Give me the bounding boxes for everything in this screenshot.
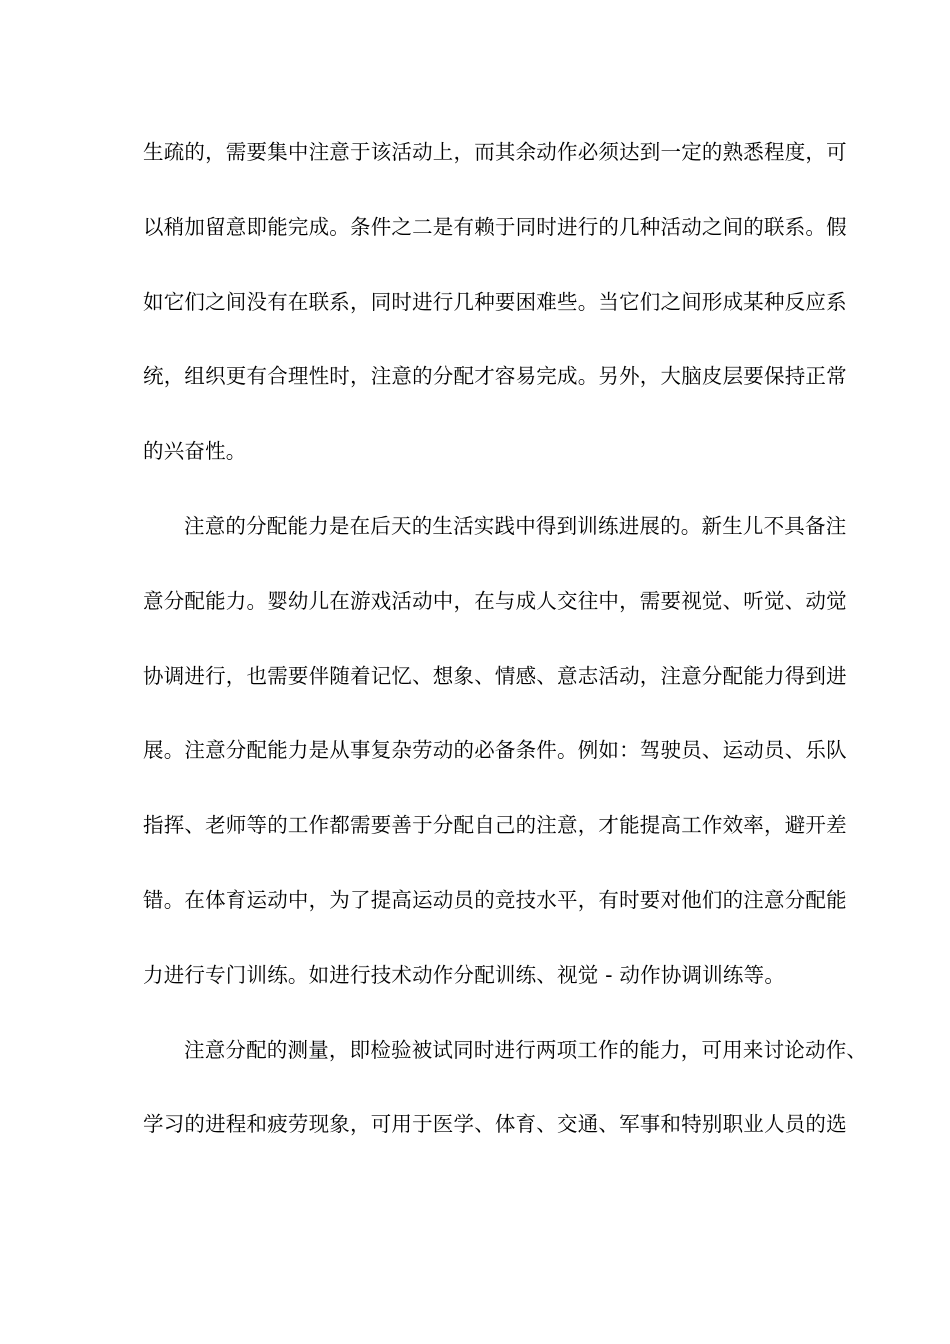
text-line: 如它们之间没有在联系，同时进行几种要困难些。当它们之间形成某种反应系	[143, 289, 847, 314]
paragraph-first-line: 注意分配的测量，即检验被试同时进行两项工作的能力，可用来讨论动作、	[184, 1037, 868, 1062]
text-line: 指挥、老师等的工作都需要善于分配自己的注意，才能提高工作效率，避开差	[143, 813, 847, 838]
text-line: 学习的进程和疲劳现象，可用于医学、体育、交通、军事和特别职业人员的选	[143, 1112, 847, 1137]
text-line: 生疏的，需要集中注意于该活动上，而其余动作必须达到一定的熟悉程度，可	[143, 140, 847, 164]
paragraph-first-line: 注意的分配能力是在后天的生活实践中得到训练进展的。新生儿不具备注	[184, 513, 847, 538]
body-text	[143, 126, 868, 1173]
text-line: 的兴奋性。	[143, 439, 247, 464]
text-line: 统，组织更有合理性时，注意的分配才容易完成。另外，大脑皮层要保持正常	[143, 364, 847, 389]
text-line: 以稍加留意即能完成。条件之二是有赖于同时进行的几种活动之间的联系。假	[143, 214, 847, 239]
text-line: 意分配能力。婴幼儿在游戏活动中，在与成人交往中，需要视觉、听觉、动觉	[143, 588, 847, 613]
text-line: 展。注意分配能力是从事复杂劳动的必备条件。例如：驾驶员、运动员、乐队	[143, 738, 847, 763]
text-line: 错。在体育运动中，为了提高运动员的竞技水平，有时要对他们的注意分配能	[143, 887, 847, 912]
text-line: 力进行专门训练。如进行技术动作分配训练、视觉 - 动作协调训练等。	[143, 962, 786, 987]
text-line: 协调进行，也需要伴随着记忆、想象、情感、意志活动，注意分配能力得到进	[143, 663, 847, 688]
